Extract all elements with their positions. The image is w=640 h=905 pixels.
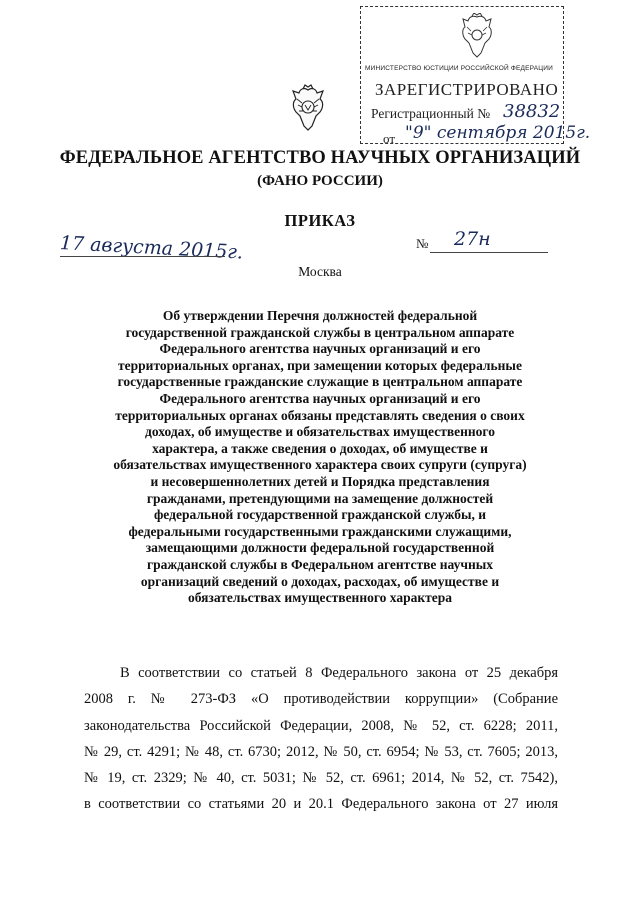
title-line: обязательствах имущественного характера [187,590,453,606]
body-paragraph [84,660,558,818]
stamp-date-value: "9" сентября 2015г. [405,123,591,143]
body-line: в соответствии со статьями 20 и 20.1 Федерального закона от 27 июля [84,796,558,813]
order-number-handwritten: 27н [454,228,491,250]
title-line: организаций сведений о доходах, расходах, об имуществе и [140,573,500,589]
title-line: государственные гражданские служащие в центральном аппарате [117,374,523,390]
body-line: 2008 г. № 273-ФЗ «О противодействии коррупции» (Собрание [84,691,558,708]
title-line: федеральными государственными гражданскими служащими, [128,523,512,539]
order-title [70,308,570,607]
title-line: и несовершеннолетних детей и Порядка представления [150,473,490,489]
title-line: Федерального агентства научных организаций и его [159,341,481,357]
order-date [59,232,244,264]
stamp-registered-label: ЗАРЕГИСТРИРОВАНО [375,80,559,99]
title-line: замещающими должности федеральной государственной [145,540,495,556]
body-line: № 29, ст. 4291; № 48, ст. 6730; 2012, № 50, ст. 6954; № 53, ст. 7605; 2013, [84,743,558,760]
title-line: территориальных органах обязаны представлять сведения о своих [115,407,525,423]
body-line: В соответствии со статьей 8 Федерального закона от 25 декабря [120,665,558,681]
body-line: № 19, ст. 2329; № 40, ст. 5031; № 52, ст. 6961; 2014, № 52, ст. 7542), [84,770,558,787]
title-line: Об утверждении Перечня должностей федеральной [162,308,478,323]
date-underline [60,256,225,257]
title-line: территориальных органах, при замещении которых федеральные [118,357,522,373]
title-line: государственной гражданской службы в центральном аппарате [125,324,515,340]
coat-of-arms-icon [459,13,495,59]
number-underline [430,252,548,253]
title-line: обязательствах имущественного характера своих супруги (супруга) [113,457,527,473]
agency-name: ФЕДЕРАЛЬНОЕ АГЕНТСТВО НАУЧНЫХ ОРГАНИЗАЦИЙ [59,148,581,168]
title-line: доходах, об имуществе и обязательствах имущественного [145,424,495,440]
title-line: характера, а также сведения о доходах, об имуществе и [152,440,488,456]
agency-short-name: (ФАНО РОССИИ) [257,173,383,189]
registration-stamp [360,6,591,146]
document-type: ПРИКАЗ [284,211,356,230]
title-line: гражданской службы в Федеральном агентстве научных [146,556,494,572]
stamp-ministry-name: МИНИСТЕРСТВО ЮСТИЦИИ РОССИЙСКОЙ ФЕДЕРАЦИИ [365,65,554,72]
order-number-label: № [416,236,429,251]
title-line: гражданами, претендующими на замещение должностей [146,490,494,506]
coat-of-arms-icon [290,84,326,132]
title-line: Федерального агентства научных организаций и его [159,390,481,406]
stamp-date-label: от [383,131,396,146]
stamp-reg-number-label: Регистрационный № [371,106,491,121]
order-date-handwritten: 17 августа 2015г. [59,232,244,264]
city: Москва [298,264,342,279]
body-line: законодательства Российской Федерации, 2008, № 52, ст. 6228; 2011, [84,717,558,734]
stamp-reg-number-value: 38832 [503,101,561,122]
title-line: федеральной государственной гражданской службы, и [153,507,487,523]
